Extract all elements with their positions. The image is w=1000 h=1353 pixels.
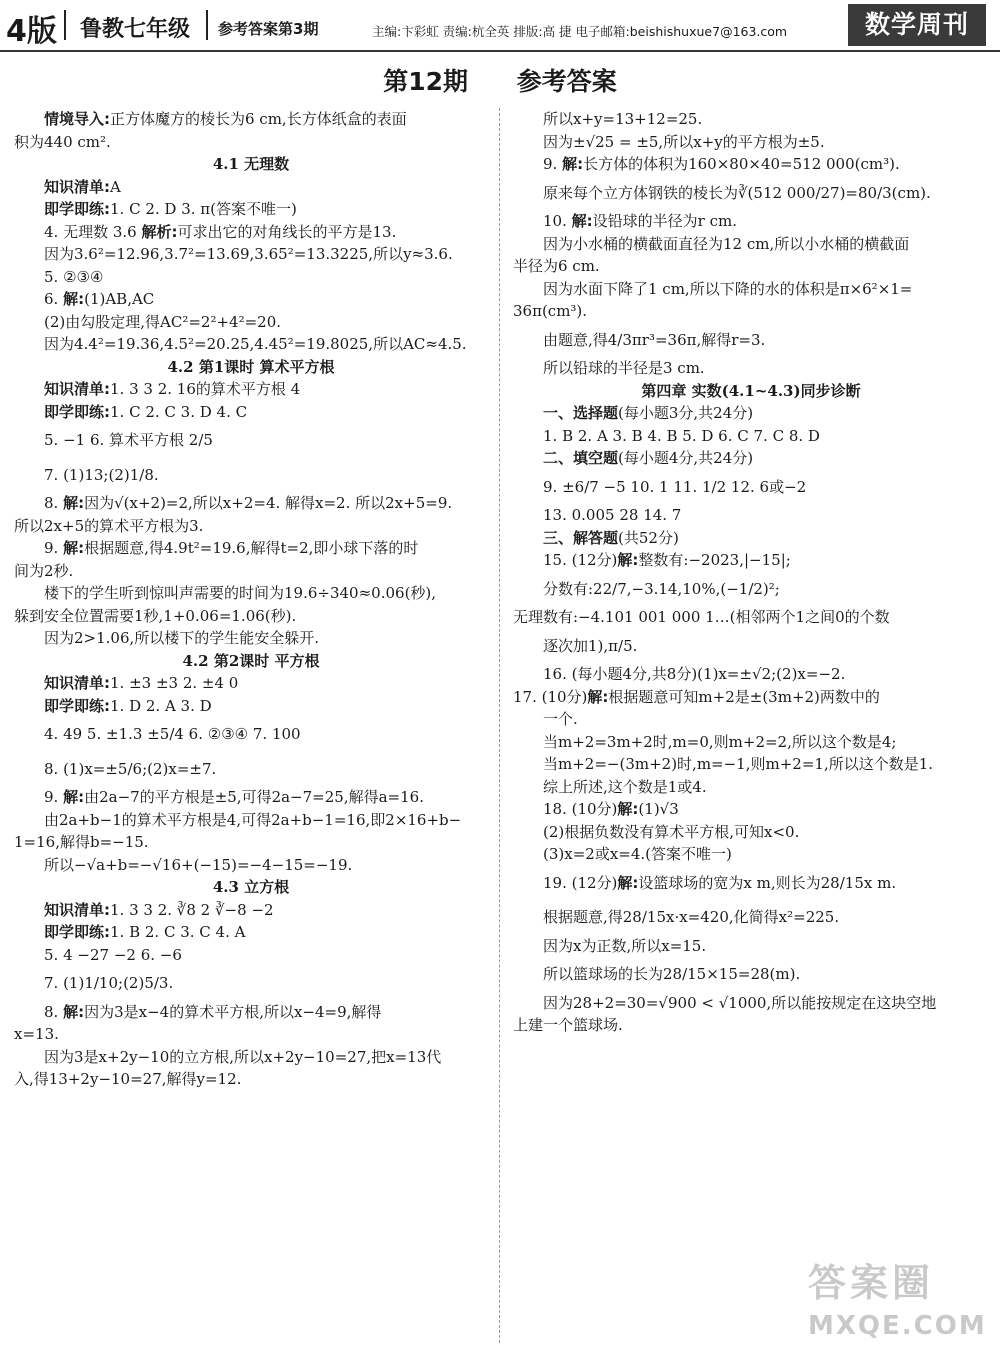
- grade-label: 鲁教七年级: [80, 17, 191, 42]
- answer-line: 所以x+y=13+12=25.: [543, 110, 703, 128]
- answer-line: 三、解答题(共52分): [543, 528, 679, 547]
- section-heading: 第四章 实数(4.1~4.3)同步诊断: [641, 381, 861, 400]
- page-title: 第12期 参考答案: [383, 67, 617, 96]
- answer-line: 1. B 2. A 3. B 4. B 5. D 6. C 7. C 8. D: [543, 426, 820, 445]
- answer-line: 因为4.4²=19.36,4.5²=20.25,4.45²=19.8025,所以AC≈4.5.: [44, 335, 467, 353]
- answer-line: 所以篮球场的长为28/15×15=28(m).: [543, 965, 801, 983]
- answer-line: 8. 解:因为√(x+2)=2,所以x+2=4. 解得x=2. 所以2x+5=9.: [44, 494, 453, 512]
- answer-line: 5. −1 6. 算术平方根 2/5: [44, 431, 213, 449]
- answer-line: 9. 解:由2a−7的平方根是±5,可得2a−7=25,解得a=16.: [44, 788, 424, 806]
- answer-line: 所以铅球的半径是3 cm.: [543, 359, 705, 377]
- watermark-logo: 答案圈 MXQE.COM: [808, 1261, 987, 1341]
- page-header: [0, 0, 1000, 52]
- answer-line: 二、填空题(每小题4分,共24分): [543, 449, 754, 467]
- section-heading: 4.1 无理数: [212, 155, 290, 173]
- answer-line: 因为28+2=30=√900 < √1000,所以能按规定在这块空地: [543, 993, 937, 1012]
- answer-line: 知识清单:1. 3 3 2. 16的算术平方根 4: [44, 380, 301, 398]
- answer-line: 知识清单:1. ±3 ±3 2. ±4 0: [44, 674, 239, 692]
- answer-line: 原来每个立方体钢铁的棱长为∛(512 000/27)=80/3(cm).: [543, 183, 931, 202]
- answer-line: 逐次加1),π/5.: [543, 636, 638, 655]
- answer-line: 一个.: [543, 710, 578, 728]
- answer-line: 躲到安全位置需要1秒,1+0.06=1.06(秒).: [14, 606, 297, 625]
- answer-line: 6. 解:(1)AB,AC: [44, 290, 155, 308]
- answer-line: 当m+2=−(3m+2)时,m=−1,则m+2=1,所以这个数是1.: [543, 755, 934, 773]
- answer-line: 积为440 cm².: [14, 132, 111, 151]
- answer-line: 所以2x+5的算术平方根为3.: [14, 516, 204, 535]
- right-column: [513, 108, 989, 1037]
- answer-line: 4. 无理数 3.6 解析:可求出它的对角线长的平方是13.: [44, 222, 397, 241]
- answer-line: 13. 0.005 28 14. 7: [543, 506, 682, 524]
- answer-line: 9. ±6/7 −5 10. 1 11. 1/2 12. 6或−2: [543, 477, 807, 496]
- answer-line: 即学即练:1. C 2. D 3. π(答案不唯一): [44, 200, 297, 218]
- answer-line: (3)x=2或x=4.(答案不唯一): [543, 845, 732, 863]
- answer-line: 入,得13+2y−10=27,解得y=12.: [14, 1070, 242, 1088]
- answer-line: 知识清单:1. 3 3 2. ∛8 2 ∛−8 −2: [44, 900, 274, 919]
- answer-line: 16. (每小题4分,共8分)(1)x=±√2;(2)x=−2.: [543, 665, 846, 683]
- answer-line: 半径为6 cm.: [513, 257, 600, 275]
- answer-line: 一、选择题(每小题3分,共24分): [543, 404, 754, 422]
- answer-line: 所以−√a+b=−√16+(−15)=−4−15=−19.: [44, 855, 353, 874]
- answer-line: 因为±√25 = ±5,所以x+y的平方根为±5.: [543, 132, 825, 151]
- answer-line: 楼下的学生听到惊叫声需要的时间为19.6÷340≈0.06(秒),: [44, 584, 437, 602]
- answer-line: 5. ②③④: [44, 267, 104, 286]
- answer-line: 5. 4 −27 −2 6. −6: [44, 945, 182, 964]
- section-heading: 4.2 第1课时 算术平方根: [167, 357, 335, 376]
- answer-line: 因为2>1.06,所以楼下的学生能安全躲开.: [44, 629, 320, 647]
- answer-line: 18. (10分)解:(1)√3: [543, 800, 679, 818]
- answer-line: (2)由勾股定理,得AC²=2²+4²=20.: [44, 312, 282, 331]
- answer-line: 由题意,得4/3πr³=36π,解得r=3.: [543, 330, 766, 349]
- answer-line: 因为水面下降了1 cm,所以下降的水的体积是π×6²×1=: [543, 279, 913, 298]
- edition-number: 4版: [6, 14, 57, 49]
- answer-line: 4. 49 5. ±1.3 ±5/4 6. ②③④ 7. 100: [44, 725, 301, 743]
- brand-logo: 数学周刊: [848, 4, 986, 46]
- answer-line: 间为2秒.: [14, 561, 74, 580]
- answer-line: 10. 解:设铅球的半径为r cm.: [543, 212, 737, 230]
- section-heading: 4.3 立方根: [212, 878, 290, 896]
- header-rule: [0, 50, 1000, 52]
- answer-line: 综上所述,这个数是1或4.: [543, 777, 707, 796]
- staff-credits: 主编:卞彩虹 责编:杭全英 排版:高 捷 电子邮箱:beishishuxue7@163.com: [372, 24, 788, 39]
- answer-line: x=13.: [14, 1025, 59, 1043]
- answer-line: 因为小水桶的横截面直径为12 cm,所以小水桶的横截面: [543, 234, 910, 253]
- answer-line: 因为x为正数,所以x=15.: [543, 936, 707, 955]
- answer-line: (2)根据负数没有算术平方根,可知x<0.: [543, 822, 800, 841]
- answer-line: 17. (10分)解:根据题意可知m+2是±(3m+2)两数中的: [513, 687, 880, 706]
- answer-line: 因为3.6²=12.96,3.7²=13.69,3.65²=13.3225,所以y≈3.6.: [44, 245, 453, 263]
- header-divider: [64, 10, 66, 40]
- answer-line: 知识清单:A: [44, 177, 121, 196]
- answer-line: 情境导入:正方体魔方的棱长为6 cm,长方体纸盒的表面: [44, 110, 407, 128]
- answer-line: 15. (12分)解:整数有:−2023,|−15|;: [543, 551, 791, 569]
- answer-line: 无理数有:−4.101 001 000 1…(相邻两个1之间0的个数: [513, 608, 890, 626]
- answer-line: 9. 解:根据题意,得4.9t²=19.6,解得t=2,即小球下落的时: [44, 539, 419, 557]
- answer-line: 7. (1)13;(2)1/8.: [44, 465, 159, 484]
- answer-line: 即学即练:1. D 2. A 3. D: [44, 696, 212, 715]
- left-column: [14, 108, 488, 1091]
- column-divider: [499, 108, 500, 1343]
- answer-line: 即学即练:1. B 2. C 3. C 4. A: [44, 923, 246, 941]
- answer-line: 8. 解:因为3是x−4的算术平方根,所以x−4=9,解得: [44, 1002, 382, 1021]
- answer-line: 1=16,解得b=−15.: [14, 833, 149, 851]
- answer-line: 19. (12分)解:设篮球场的宽为x m,则长为28/15x m.: [543, 873, 897, 892]
- answer-line: 根据题意,得28/15x·x=420,化简得x²=225.: [543, 908, 840, 926]
- header-divider: [206, 10, 208, 40]
- answer-line: 当m+2=3m+2时,m=0,则m+2=2,所以这个数是4;: [543, 732, 897, 751]
- answer-line: 上建一个篮球场.: [513, 1016, 623, 1034]
- answer-line: 8. (1)x=±5/6;(2)x=±7.: [44, 759, 217, 778]
- answer-line: 9. 解:长方体的体积为160×80×40=512 000(cm³).: [543, 155, 900, 173]
- section-heading: 4.2 第2课时 平方根: [182, 651, 320, 670]
- issue-label: 参考答案第3期: [218, 20, 319, 38]
- answer-line: 36π(cm³).: [513, 302, 588, 320]
- answer-line: 分数有:22/7,−3.14,10%,(−1/2)²;: [543, 579, 780, 598]
- answer-line: 由2a+b−1的算术平方根是4,可得2a+b−1=16,即2×16+b−: [44, 810, 462, 829]
- answer-line: 因为3是x+2y−10的立方根,所以x+2y−10=27,把x=13代: [44, 1047, 442, 1066]
- answer-line: 即学即练:1. C 2. C 3. D 4. C: [44, 402, 248, 421]
- answer-line: 7. (1)1/10;(2)5/3.: [44, 974, 174, 992]
